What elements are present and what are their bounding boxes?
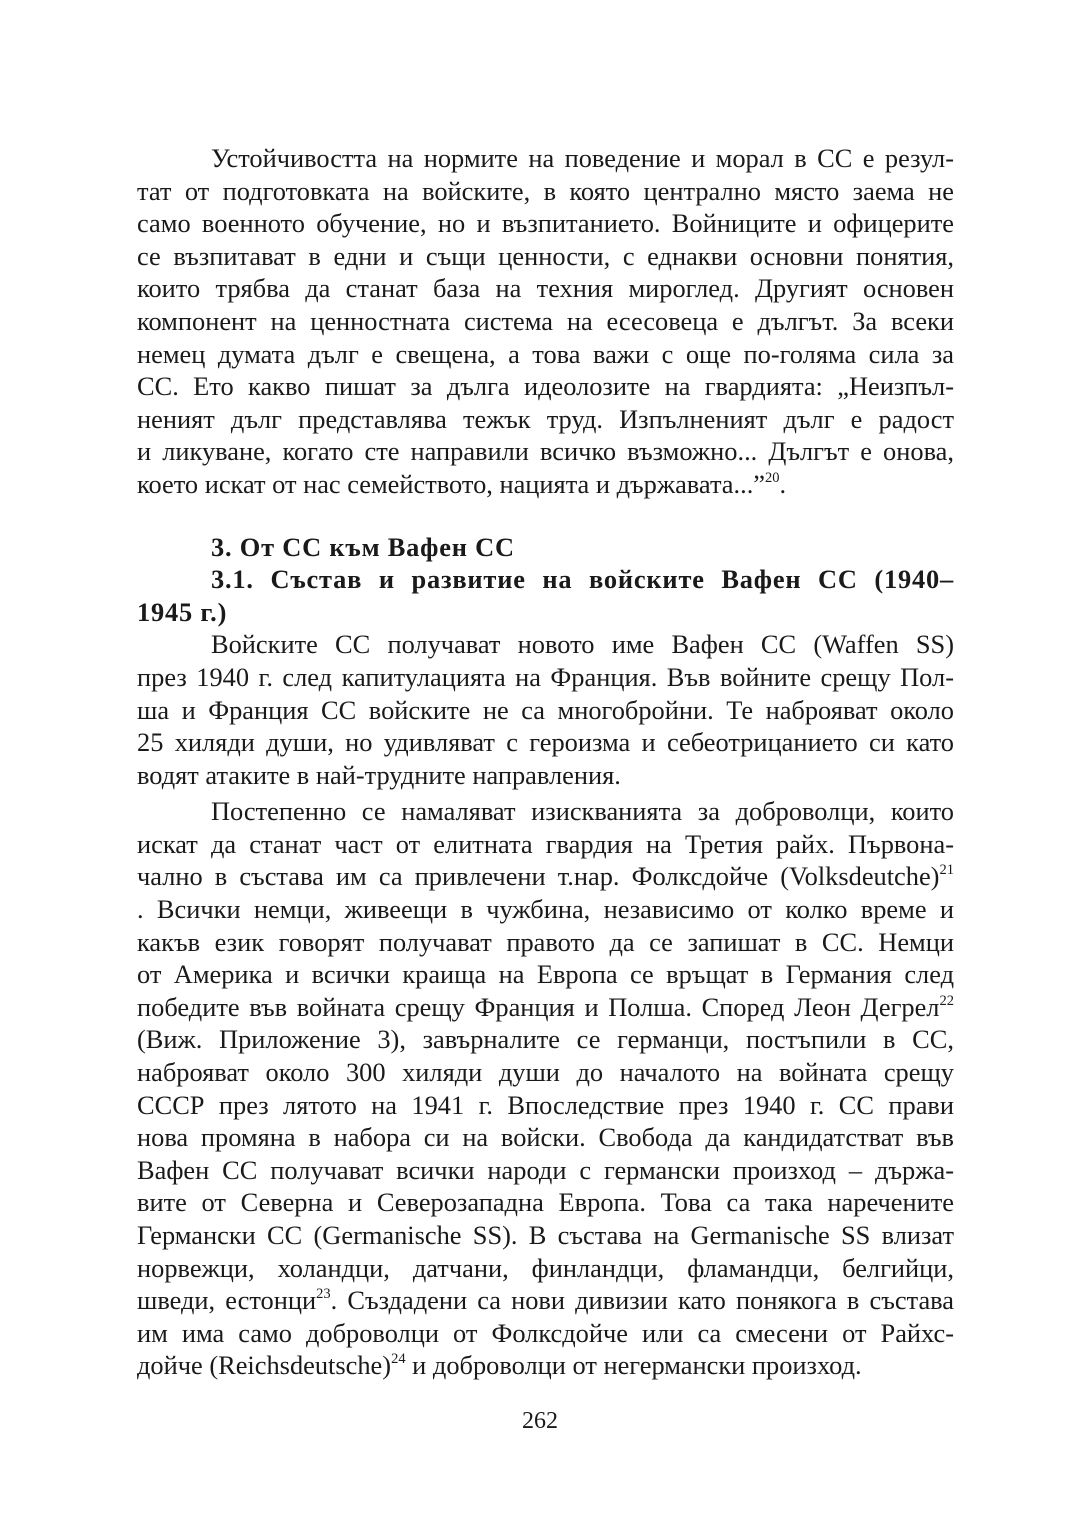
text-run: победите във войната срещу Франция и Полша. Според Леон Дегрел bbox=[137, 991, 940, 1022]
text-line: . Всички немци, живеещи в чужбина, независимо от колко време и bbox=[137, 894, 954, 925]
text-line: какъв език говорят получават правото да се запишат в СС. Немци bbox=[137, 926, 954, 957]
text-line: тат от подготовката на войските, в която централно място заема не bbox=[137, 175, 954, 206]
text-run: . Създадени са нови дивизии като понякога в състава bbox=[330, 1285, 954, 1316]
text-line: водят атаките в най-трудните направления. bbox=[137, 759, 621, 790]
text-line: норвежци, холандци, датчани, финландци, фламандци, белгийци, bbox=[137, 1252, 954, 1283]
text-line: и ликуване, когато сте направили всичко възможно... Дългът е онова, bbox=[137, 436, 954, 467]
text-line: от Америка и всички краища на Европа се връщат в Германия след bbox=[137, 959, 954, 990]
text-line: които трябва да станат база на техния мироглед. Другият основен bbox=[137, 273, 954, 304]
text-line: искат да станат част от елитната гвардия на Третия райх. Първона- bbox=[137, 828, 954, 859]
text-line: Германски СС (Germanische SS). В състава на Germanische SS влизат bbox=[137, 1220, 954, 1250]
text-run: дойче (Reichsdeutsche) bbox=[137, 1350, 392, 1381]
footnote-ref: 24 bbox=[391, 1351, 406, 1368]
text-line: Постепенно се намаляват изискванията за доброволци, които bbox=[211, 796, 954, 827]
text-run: шведи, естонци bbox=[137, 1285, 317, 1316]
text-line: неният дълг представлява тежък труд. Изпълненият дълг е радост bbox=[137, 403, 954, 434]
text-line bbox=[137, 991, 954, 1024]
footnote-ref: 20 bbox=[765, 470, 780, 487]
text-line: СС. Ето какво пишат за дълга идеолозите на гвардията: „Неизпъл- bbox=[137, 371, 954, 402]
subsection-heading: 3.1. Състав и развитие на войските Вафен СС (1940– bbox=[211, 564, 954, 595]
text-run: . bbox=[779, 468, 787, 499]
text-run: което искат от нас семейството, нацията и държавата...” bbox=[137, 468, 766, 499]
text-line: само военното обучение, но и възпитанието. Войниците и офицерите bbox=[137, 208, 954, 239]
text-run: чално в състава им са привлечени т.нар. Фолксдойче (Volksdeutche) bbox=[137, 861, 940, 892]
text-line: вите от Северна и Северозападна Европа. Това са така наречените bbox=[137, 1187, 954, 1218]
body-text bbox=[137, 142, 954, 1382]
subsection-heading-cont: 1945 г.) bbox=[137, 596, 228, 627]
text-line: Войските СС получават новото име Вафен СС (Waffen SS) bbox=[211, 629, 954, 660]
text-line: нова промяна в набора си на войски. Свобода да кандидатстват във bbox=[137, 1122, 954, 1153]
footnote-ref: 22 bbox=[939, 992, 954, 1009]
section-heading: 3. От СС към Вафен СС bbox=[211, 531, 515, 562]
page-number: 262 bbox=[522, 1408, 558, 1434]
text-line: компонент на ценностната система на есесовеца е дългът. За всеки bbox=[137, 305, 954, 336]
text-line bbox=[137, 468, 954, 501]
footnote-ref: 23 bbox=[316, 1286, 331, 1303]
text-line bbox=[137, 1284, 954, 1317]
text-run: и доброволци от негермански произход. bbox=[405, 1350, 862, 1381]
text-line bbox=[137, 860, 954, 893]
text-line: им има само доброволци от Фолксдойче или са смесени от Райхс- bbox=[137, 1317, 954, 1348]
text-line: ша и Франция СС войските не са многобройни. Те наброяват около bbox=[137, 694, 954, 725]
text-line: през 1940 г. след капитулацията на Франция. Във войните срещу Пол- bbox=[137, 661, 954, 692]
text-line: се възпитават в едни и същи ценности, с еднакви основни понятия, bbox=[137, 240, 954, 271]
text-line bbox=[137, 1349, 954, 1382]
footnote-ref: 21 bbox=[939, 862, 954, 879]
text-line: СССР през лятото на 1941 г. Впоследствие през 1940 г. СС прави bbox=[137, 1089, 954, 1120]
text-line: Устойчивостта на нормите на поведение и морал в СС е резул- bbox=[211, 143, 954, 173]
text-line: 25 хиляди души, но удивляват с героизма и себеотрицанието си като bbox=[137, 727, 954, 758]
text-line: немец думата дълг е свещена, а това важи с още по-голяма сила за bbox=[137, 338, 954, 369]
text-line: Вафен СС получават всички народи с германски произход – държа- bbox=[137, 1154, 954, 1185]
text-line: наброяват около 300 хиляди души до началото на войната срещу bbox=[137, 1057, 954, 1088]
text-line: (Виж. Приложение 3), завърналите се германци, постъпили в СС, bbox=[137, 1024, 954, 1055]
